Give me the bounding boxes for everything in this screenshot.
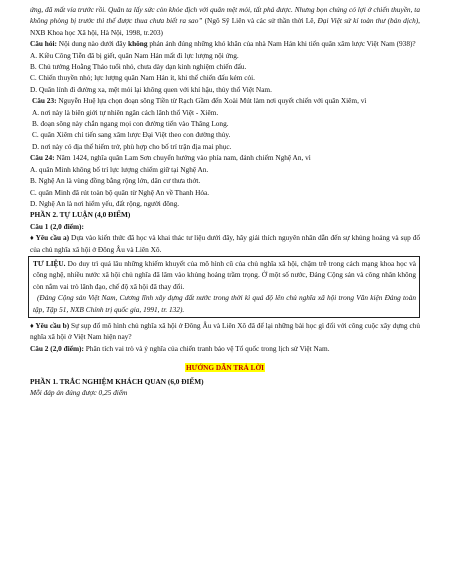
- question-24: [30, 152, 420, 163]
- essay-question-1-label: Câu 1 (2,0 điểm):: [30, 221, 84, 231]
- option-c: C. quân Minh đã rút toàn bộ quân từ Nghệ An về Thanh Hóa.: [30, 187, 210, 197]
- citation-part-a: (Ngô Sỹ Liên và các sử thần thời Lê,: [202, 16, 318, 26]
- requirement-b-label: ♦ Yêu cầu b): [30, 320, 70, 330]
- question-text: Nguyễn Huệ lựa chọn đoạn sông Tiền từ Rạch Gầm đến Xoài Mút làm nơi quyết chiến với quân Xiêm, vì: [56, 96, 367, 106]
- answer-guide-title: [30, 362, 420, 373]
- requirement-a-text: Dựa vào kiến thức đã học và khai thác tư liệu dưới đây, hãy giải thích nguyên nhân dẫn đến sự khủng hoảng và sụp đổ của chủ nghĩa xã hội ở Đông Âu và Liên Xô.: [30, 233, 420, 254]
- question-text: Năm 1424, nghĩa quân Lam Sơn chuyển hướng vào phía nam, đánh chiếm Nghệ An, vì: [54, 153, 311, 163]
- quote-text: ứng, đã mất vía trước rồi. Quân ta lấy sức còn khỏe địch với quân mệt mỏi, tất phá được. Nhưng bọn chúng có lợi ở chiến thuyền, ta không phòng bị trước thì thế được thua chưa biết ra sao”: [30, 5, 420, 26]
- answer-guide-title-text: HƯỚNG DẪN TRẢ LỜI: [185, 363, 265, 373]
- requirement-a: [30, 232, 420, 255]
- source-text: [33, 258, 416, 292]
- option-d: D. Quân lính đi đường xa, mệt mỏi lại không quen với khí hậu, thủy thổ Việt Nam.: [30, 84, 272, 94]
- essay-question-2: [30, 343, 420, 354]
- essay-question-2-text: Phân tích vai trò và ý nghĩa của chiến tranh bảo vệ Tổ quốc trong lịch sử Việt Nam.: [83, 343, 330, 353]
- option-c: C. Chiến thuyền nhỏ; lực lượng quân Nam Hán ít, khi thế chiến đấu kém cỏi.: [30, 73, 255, 83]
- source-citation: (Đảng Cộng sản Việt Nam, Cương lĩnh xây dựng đất nước trong thời kì quá độ lên chủ nghĩa xã hội trong Văn kiện Đảng toàn tập, Tập 51, NXB Chính trị quốc gia, 1991, tr. 132).: [33, 293, 416, 314]
- quote-continuation: [30, 4, 420, 38]
- part-2-heading: PHẦN 2. TỰ LUẬN (4,0 ĐIỂM): [30, 210, 131, 220]
- question-label: Câu hỏi:: [30, 39, 57, 49]
- requirement-b-text: Sự sụp đổ mô hình chủ nghĩa xã hội ở Đông Âu và Liên Xô đã để lại những bài học gì đối với công cuộc xây dựng chủ nghĩa xã hội ở Việt Nam hiện nay?: [30, 320, 420, 342]
- question-text: Nội dung nào dưới đây: [56, 39, 129, 49]
- question-emphasis: không: [128, 39, 148, 49]
- essay-question-2-label: Câu 2 (2,0 điểm):: [30, 343, 84, 353]
- citation-part-b: , NXB Khoa học Xã hội, Hà Nội, 1998, tr.203): [30, 16, 420, 37]
- source-label: TƯ LIỆU.: [33, 258, 66, 268]
- option-c: C. quân Xiêm chỉ tiến sang xâm lược Đại Việt theo con đường thủy.: [32, 130, 231, 140]
- option-a: A. quân Minh không bố trí lực lượng chiếm giữ tại Nghệ An.: [30, 164, 209, 174]
- scoring-note: Mỗi đáp án đúng được 0,25 điểm: [30, 388, 128, 397]
- requirement-a-label: ♦ Yêu cầu a): [30, 233, 70, 243]
- option-b: B. Chủ tướng Hoằng Tháo tuổi nhỏ, chưa dày dạn kinh nghiệm chiến đấu.: [30, 62, 247, 72]
- option-b: B. Nghệ An là vùng đồng bằng rộng lớn, dân cư thưa thớt.: [30, 176, 201, 186]
- question-23: [30, 95, 420, 106]
- source-document-box: [28, 256, 420, 318]
- question-22: [30, 38, 420, 49]
- source-body: Do duy trì quá lâu những khiếm khuyết của mô hình cũ của chủ nghĩa xã hội, chậm trễ trong cách mạng khoa học và công nghệ, nhiều nước xã hội chủ nghĩa đã lâm vào khủng hoảng trầm trọng. Ở một số nước, Đảng Cộng sản và công nhân không còn nắm vai trò lãnh đạo, chế độ xã hội đã thay đổi.: [33, 258, 416, 291]
- option-a: A. Kiều Công Tiễn đã bị giết, quân Nam Hán mất đi lực lượng nội ứng.: [30, 50, 239, 60]
- question-text: phản ánh đúng những khó khăn của nhà Nam Hán khi tiến quân xâm lược Việt Nam (938)?: [147, 39, 416, 49]
- answer-part-1-heading: PHẦN 1. TRẮC NGHIỆM KHÁCH QUAN (6,0 ĐIỂM): [30, 376, 204, 386]
- question-label: Câu 24:: [30, 153, 55, 163]
- citation-book-title: Đại Việt sử kí toàn thư (bản dịch): [317, 16, 419, 26]
- requirement-b: [30, 320, 420, 343]
- option-a: A. nơi này là biên giới tự nhiên ngăn cách lãnh thổ Việt - Xiêm.: [32, 107, 219, 117]
- option-d: D. nơi này có địa thế hiểm trở, phù hợp cho bố trí trận địa mai phục.: [32, 141, 232, 151]
- option-b: B. đoạn sông này chắn ngang mọi con đường tiến vào Thăng Long.: [32, 119, 229, 129]
- question-label: Câu 23:: [32, 96, 57, 106]
- option-d: D. Nghệ An là nơi hiểm yếu, đất rộng, người đông.: [30, 198, 180, 208]
